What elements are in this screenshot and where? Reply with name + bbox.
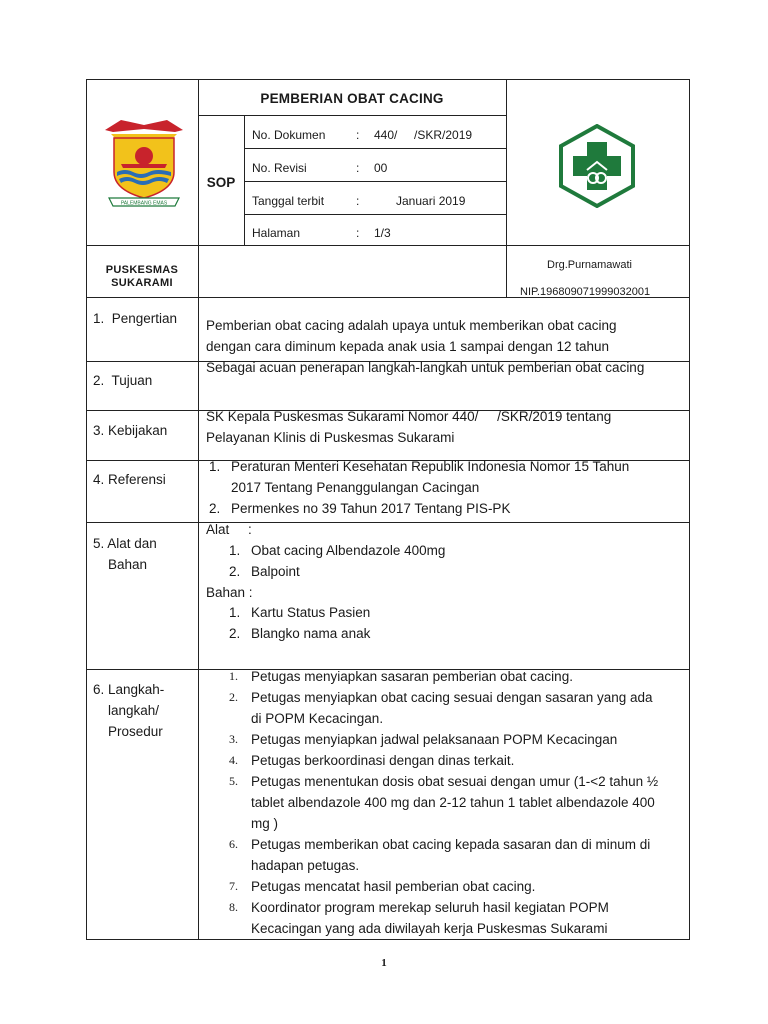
- procedure-step: [205, 750, 689, 771]
- prosedur-label-line2: langkah/: [108, 703, 160, 718]
- alat-bahan-label-line1: 5. Alat dan: [93, 536, 157, 551]
- step-text: di POPM Kecacingan.: [251, 711, 384, 726]
- step-text: Petugas menyiapkan obat cacing sesuai dengan sasaran yang ada: [251, 690, 653, 705]
- section-label-tujuan: 2. Tujuan: [93, 373, 153, 388]
- sop-label: SOP: [206, 175, 236, 190]
- signer-nip: NIP.196809071999032001: [520, 286, 651, 298]
- section-label-kebijakan: 3. Kebijakan: [93, 423, 168, 438]
- referensi-item-number: 2.: [209, 501, 221, 516]
- section-label-pengertian: 1. Pengertian: [93, 311, 178, 326]
- meta-label-no-dokumen: No. Dokumen: [252, 128, 326, 142]
- step-text: Koordinator program merekap seluruh hasil kegiatan POPM: [251, 900, 609, 915]
- referensi-item: [209, 498, 510, 519]
- meta-label-no-revisi: No. Revisi: [252, 161, 307, 175]
- page-number: 1: [381, 957, 387, 969]
- bahan-heading: Bahan :: [206, 585, 253, 600]
- alat-item-text: Balpoint: [251, 564, 300, 579]
- tujuan-text: Sebagai acuan penerapan langkah-langkah untuk pemberian obat cacing: [206, 360, 645, 375]
- step-number: 1.: [229, 669, 238, 683]
- signer-name: Drg.Purnamawati: [547, 259, 632, 271]
- prosedur-label-line1: 6. Langkah-: [93, 682, 165, 697]
- alat-bahan-label-line2: Bahan: [108, 557, 148, 572]
- kebijakan-line2: Pelayanan Klinis di Puskesmas Sukarami: [206, 430, 455, 445]
- bahan-item: [229, 602, 370, 623]
- step-text: hadapan petugas.: [251, 858, 360, 873]
- step-text: Kecacingan yang ada diwilayah kerja Puskesmas Sukarami: [251, 921, 608, 936]
- bahan-item-text: Blangko nama anak: [251, 626, 371, 641]
- section-label-prosedur: [93, 679, 164, 742]
- meta-sep-no-dokumen: :: [356, 128, 360, 142]
- coat-of-arms-icon: [101, 116, 187, 208]
- section-label-referensi: 4. Referensi: [93, 472, 166, 487]
- meta-value-halaman: 1/3: [374, 226, 391, 240]
- org-name-line1: PUSKESMAS: [105, 264, 179, 276]
- meta-value-tanggal-terbit: Januari 2019: [396, 194, 466, 208]
- document-title: PEMBERIAN OBAT CACING: [260, 91, 444, 106]
- alat-item-number: 1.: [229, 543, 241, 558]
- procedure-step: [205, 771, 689, 834]
- meta-value-no-revisi: 00: [374, 161, 388, 175]
- referensi-item-text: Peraturan Menteri Kesehatan Republik Indonesia Nomor 15 Tahun: [231, 459, 630, 474]
- step-text: Petugas menentukan dosis obat sesuai dengan umur (1-<2 tahun ½: [251, 774, 659, 789]
- meta-sep-tanggal-terbit: :: [356, 194, 360, 208]
- referensi-item-text: Permenkes no 39 Tahun 2017 Tentang PIS-PK: [231, 501, 511, 516]
- org-name-line2: SUKARAMI: [111, 277, 173, 289]
- puskesmas-logo-icon: [557, 124, 637, 208]
- bahan-item-number: 1.: [229, 605, 241, 620]
- prosedur-steps: [205, 666, 689, 939]
- step-text: Petugas menyiapkan jadwal pelaksanaan POPM Kecacingan: [251, 732, 618, 747]
- referensi-item-continued: 2017 Tentang Penanggulangan Cacingan: [231, 480, 480, 495]
- step-number: 8.: [229, 900, 238, 914]
- meta-label-tanggal-terbit: Tanggal terbit: [252, 194, 325, 208]
- meta-sep-no-revisi: :: [356, 161, 360, 175]
- step-text: Petugas berkoordinasi dengan dinas terkait.: [251, 753, 515, 768]
- step-text: Petugas menyiapkan sasaran pemberian obat cacing.: [251, 669, 573, 684]
- bahan-item-text: Kartu Status Pasien: [251, 605, 371, 620]
- procedure-step: [205, 687, 689, 729]
- org-name: [86, 264, 198, 290]
- step-number: 5.: [229, 774, 238, 788]
- step-number: 6.: [229, 837, 238, 851]
- procedure-step: [205, 876, 689, 897]
- step-number: 2.: [229, 690, 238, 704]
- step-text: Petugas mencatat hasil pemberian obat cacing.: [251, 879, 536, 894]
- bahan-item-number: 2.: [229, 626, 241, 641]
- pengertian-line1: Pemberian obat cacing adalah upaya untuk memberikan obat cacing: [206, 318, 617, 333]
- meta-label-halaman: Halaman: [252, 226, 301, 240]
- procedure-step: [205, 729, 689, 750]
- referensi-item-number: 1.: [209, 459, 221, 474]
- pengertian-line2: dengan cara diminum kepada anak usia 1 sampai dengan 12 tahun: [206, 339, 610, 354]
- alat-item: [229, 540, 445, 561]
- alat-heading: Alat :: [206, 522, 252, 537]
- section-label-alat-bahan: [93, 533, 157, 575]
- alat-item: [229, 561, 300, 582]
- meta-value-no-dokumen: 440/ /SKR/2019: [374, 128, 473, 142]
- step-number: 4.: [229, 753, 238, 767]
- logo-right: [557, 124, 637, 208]
- step-text: tablet albendazole 400 mg dan 2-12 tahun 1 tablet albendazole 400: [251, 795, 655, 810]
- kebijakan-line1: SK Kepala Puskesmas Sukarami Nomor 440/ /SKR/2019 tentang: [206, 409, 612, 424]
- meta-sep-halaman: :: [356, 226, 360, 240]
- step-text: mg ): [251, 816, 278, 831]
- procedure-step: [205, 666, 689, 687]
- step-number: 7.: [229, 879, 238, 893]
- procedure-step: [205, 897, 689, 939]
- logo-left: [101, 116, 187, 208]
- step-text: Petugas memberikan obat cacing kepada sasaran dan di minum di: [251, 837, 651, 852]
- svg-text:PALEMBANG EMAS: PALEMBANG EMAS: [120, 200, 168, 207]
- bahan-item: [229, 623, 370, 644]
- procedure-step: [205, 834, 689, 876]
- alat-item-number: 2.: [229, 564, 241, 579]
- step-number: 3.: [229, 732, 238, 746]
- alat-item-text: Obat cacing Albendazole 400mg: [251, 543, 446, 558]
- prosedur-label-line3: Prosedur: [108, 724, 163, 739]
- referensi-item: [209, 456, 629, 477]
